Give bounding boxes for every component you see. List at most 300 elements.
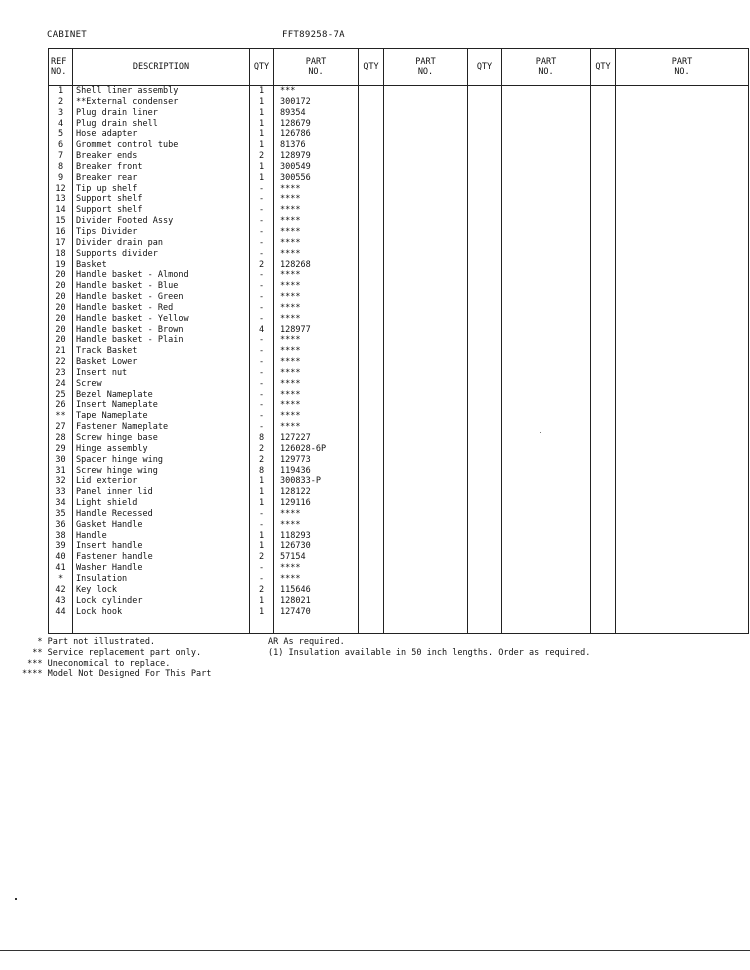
- table-row: [49, 574, 749, 585]
- part-number-cell: ****: [274, 379, 359, 390]
- empty-cell: [616, 520, 749, 531]
- empty-cell: [502, 531, 591, 542]
- empty-cell: [384, 607, 468, 618]
- qty-cell: 8: [250, 466, 274, 477]
- qty-cell: 1: [250, 162, 274, 173]
- empty-cell: [616, 585, 749, 596]
- empty-cell: [468, 260, 502, 271]
- empty-cell: [384, 281, 468, 292]
- part-number-cell: 119436: [274, 466, 359, 477]
- ref-cell: 29: [49, 444, 73, 455]
- empty-cell: [359, 357, 384, 368]
- part-number-cell: ****: [274, 194, 359, 205]
- empty-cell: [591, 596, 616, 607]
- empty-cell: [591, 520, 616, 531]
- empty-cell: [616, 531, 749, 542]
- description-cell: Tips Divider: [73, 227, 250, 238]
- qty-cell: 2: [250, 552, 274, 563]
- part-number-cell: 89354: [274, 108, 359, 119]
- empty-cell: [591, 607, 616, 618]
- empty-cell: [384, 292, 468, 303]
- table-row: [49, 140, 749, 151]
- empty-cell: [502, 520, 591, 531]
- empty-cell: [616, 270, 749, 281]
- empty-cell: [616, 173, 749, 184]
- part-number-cell: 126730: [274, 541, 359, 552]
- empty-cell: [616, 260, 749, 271]
- table-row: [49, 292, 749, 303]
- table-row: [49, 498, 749, 509]
- empty-cell: [502, 422, 591, 433]
- table-row: [49, 205, 749, 216]
- part-number-cell: ****: [274, 249, 359, 260]
- part-number-cell: 118293: [274, 531, 359, 542]
- ref-cell: 33: [49, 487, 73, 498]
- part-number-cell: ****: [274, 216, 359, 227]
- description-cell: Handle basket - Brown: [73, 325, 250, 336]
- empty-cell: [502, 607, 591, 618]
- empty-cell: [502, 314, 591, 325]
- empty-cell: [502, 184, 591, 195]
- empty-cell: [616, 303, 749, 314]
- empty-cell: [468, 585, 502, 596]
- description-cell: Bezel Nameplate: [73, 390, 250, 401]
- ref-cell: 4: [49, 119, 73, 130]
- empty-cell: [468, 617, 502, 634]
- empty-cell: [384, 476, 468, 487]
- ref-cell: 22: [49, 357, 73, 368]
- empty-cell: [384, 368, 468, 379]
- ref-cell: 34: [49, 498, 73, 509]
- empty-cell: [468, 151, 502, 162]
- description-cell: **External condenser: [73, 97, 250, 108]
- empty-cell: [468, 194, 502, 205]
- part-number-cell: ****: [274, 335, 359, 346]
- empty-cell: [591, 444, 616, 455]
- empty-cell: [384, 314, 468, 325]
- page-bottom-rule: [0, 950, 750, 951]
- part-number-cell: 300172: [274, 97, 359, 108]
- footnote: AR As required.: [268, 637, 345, 647]
- empty-cell: [616, 466, 749, 477]
- qty-cell: 1: [250, 487, 274, 498]
- empty-cell: [591, 325, 616, 336]
- table-row: [49, 607, 749, 618]
- empty-cell: [591, 379, 616, 390]
- empty-cell: [591, 227, 616, 238]
- empty-cell: [591, 303, 616, 314]
- empty-cell: [359, 487, 384, 498]
- table-end-row: [49, 617, 749, 634]
- qty-cell: 1: [250, 129, 274, 140]
- description-cell: Plug drain shell: [73, 119, 250, 130]
- empty-cell: [384, 303, 468, 314]
- empty-cell: [384, 108, 468, 119]
- qty-cell: 1: [250, 476, 274, 487]
- empty-cell: [384, 520, 468, 531]
- table-row: [49, 357, 749, 368]
- empty-cell: [502, 216, 591, 227]
- ref-cell: 20: [49, 281, 73, 292]
- qty-cell: 8: [250, 433, 274, 444]
- empty-cell: [384, 433, 468, 444]
- table-row: [49, 400, 749, 411]
- ref-cell: 15: [49, 216, 73, 227]
- qty-cell: -: [250, 194, 274, 205]
- empty-cell: [616, 292, 749, 303]
- empty-cell: [359, 119, 384, 130]
- empty-cell: [468, 520, 502, 531]
- empty-cell: [591, 357, 616, 368]
- description-cell: Lid exterior: [73, 476, 250, 487]
- description-cell: Grommet control tube: [73, 140, 250, 151]
- qty-cell: -: [250, 390, 274, 401]
- empty-cell: [616, 335, 749, 346]
- empty-cell: [468, 281, 502, 292]
- empty-cell: [384, 227, 468, 238]
- qty-cell: -: [250, 368, 274, 379]
- empty-cell: [502, 205, 591, 216]
- empty-cell: [359, 335, 384, 346]
- empty-cell: [591, 433, 616, 444]
- empty-cell: [591, 108, 616, 119]
- ref-cell: 2: [49, 97, 73, 108]
- empty-cell: [591, 335, 616, 346]
- col-header-ref: REF NO.: [49, 49, 73, 86]
- qty-cell: 1: [250, 140, 274, 151]
- empty-cell: [591, 119, 616, 130]
- empty-cell: [468, 140, 502, 151]
- part-number-cell: 300549: [274, 162, 359, 173]
- ref-cell: 40: [49, 552, 73, 563]
- ref-cell: 39: [49, 541, 73, 552]
- empty-cell: [384, 97, 468, 108]
- empty-cell: [502, 596, 591, 607]
- table-row: [49, 368, 749, 379]
- empty-cell: [49, 617, 73, 634]
- empty-cell: [468, 335, 502, 346]
- empty-cell: [359, 509, 384, 520]
- ref-cell: 44: [49, 607, 73, 618]
- empty-cell: [591, 173, 616, 184]
- qty-cell: 2: [250, 151, 274, 162]
- description-cell: Screw: [73, 379, 250, 390]
- empty-cell: [359, 563, 384, 574]
- part-number-cell: 128979: [274, 151, 359, 162]
- empty-cell: [359, 281, 384, 292]
- empty-cell: [384, 487, 468, 498]
- table-row: [49, 444, 749, 455]
- empty-cell: [384, 541, 468, 552]
- description-cell: Divider drain pan: [73, 238, 250, 249]
- qty-cell: 2: [250, 260, 274, 271]
- empty-cell: [359, 227, 384, 238]
- empty-cell: [502, 162, 591, 173]
- empty-cell: [591, 585, 616, 596]
- empty-cell: [359, 129, 384, 140]
- empty-cell: [616, 227, 749, 238]
- table-row: [49, 86, 749, 97]
- empty-cell: [502, 400, 591, 411]
- empty-cell: [359, 422, 384, 433]
- table-row: [49, 466, 749, 477]
- part-number-cell: ****: [274, 270, 359, 281]
- footnotes-legend: [22, 637, 211, 680]
- description-cell: Divider Footed Assy: [73, 216, 250, 227]
- part-number-cell: ****: [274, 281, 359, 292]
- empty-cell: [591, 476, 616, 487]
- ref-cell: 8: [49, 162, 73, 173]
- empty-cell: [591, 541, 616, 552]
- empty-cell: [616, 205, 749, 216]
- ref-cell: 14: [49, 205, 73, 216]
- part-number-cell: 127227: [274, 433, 359, 444]
- empty-cell: [591, 498, 616, 509]
- part-number-cell: ****: [274, 303, 359, 314]
- empty-cell: [359, 466, 384, 477]
- empty-cell: [502, 260, 591, 271]
- empty-cell: [616, 607, 749, 618]
- qty-cell: 1: [250, 541, 274, 552]
- ref-cell: 20: [49, 314, 73, 325]
- qty-cell: 1: [250, 97, 274, 108]
- qty-cell: -: [250, 520, 274, 531]
- empty-cell: [359, 531, 384, 542]
- qty-cell: -: [250, 216, 274, 227]
- footnote: (1) Insulation available in 50 inch lengths. Order as required.: [268, 647, 591, 658]
- part-number-cell: ****: [274, 411, 359, 422]
- part-number-cell: ****: [274, 400, 359, 411]
- description-cell: Key lock: [73, 585, 250, 596]
- empty-cell: [384, 162, 468, 173]
- ref-cell: 31: [49, 466, 73, 477]
- ref-cell: 20: [49, 292, 73, 303]
- empty-cell: [384, 422, 468, 433]
- ref-cell: 6: [49, 140, 73, 151]
- empty-cell: [359, 162, 384, 173]
- empty-cell: [591, 314, 616, 325]
- empty-cell: [359, 520, 384, 531]
- empty-cell: [616, 596, 749, 607]
- empty-cell: [359, 205, 384, 216]
- empty-cell: [468, 270, 502, 281]
- empty-cell: [591, 552, 616, 563]
- empty-cell: [468, 596, 502, 607]
- ref-cell: **: [49, 411, 73, 422]
- empty-cell: [468, 574, 502, 585]
- empty-cell: [384, 151, 468, 162]
- empty-cell: [502, 238, 591, 249]
- qty-cell: -: [250, 379, 274, 390]
- part-number-cell: 115646: [274, 585, 359, 596]
- empty-cell: [616, 97, 749, 108]
- empty-cell: [616, 162, 749, 173]
- empty-cell: [502, 108, 591, 119]
- table-row: [49, 151, 749, 162]
- empty-cell: [616, 617, 749, 634]
- qty-cell: -: [250, 184, 274, 195]
- table-row: [49, 270, 749, 281]
- ref-cell: 30: [49, 455, 73, 466]
- empty-cell: [591, 194, 616, 205]
- ref-cell: 35: [49, 509, 73, 520]
- empty-cell: [468, 466, 502, 477]
- empty-cell: [616, 368, 749, 379]
- qty-cell: 1: [250, 86, 274, 97]
- empty-cell: [591, 455, 616, 466]
- col-header-part: PART NO.: [274, 49, 359, 86]
- col-header-part-2: PART NO.: [384, 49, 468, 86]
- scan-dot: [15, 898, 17, 900]
- empty-cell: [384, 194, 468, 205]
- empty-cell: [591, 574, 616, 585]
- table-row: [49, 433, 749, 444]
- empty-cell: [502, 194, 591, 205]
- empty-cell: [359, 368, 384, 379]
- empty-cell: [384, 400, 468, 411]
- ref-cell: 3: [49, 108, 73, 119]
- empty-cell: [359, 270, 384, 281]
- page-title: CABINET: [47, 30, 88, 40]
- empty-cell: [384, 509, 468, 520]
- ref-cell: 17: [49, 238, 73, 249]
- description-cell: Handle basket - Plain: [73, 335, 250, 346]
- empty-cell: [616, 444, 749, 455]
- empty-cell: [250, 617, 274, 634]
- qty-cell: 2: [250, 444, 274, 455]
- empty-cell: [591, 563, 616, 574]
- description-cell: Handle Recessed: [73, 509, 250, 520]
- qty-cell: 1: [250, 531, 274, 542]
- description-cell: Hose adapter: [73, 129, 250, 140]
- empty-cell: [502, 292, 591, 303]
- empty-cell: [616, 476, 749, 487]
- empty-cell: [591, 129, 616, 140]
- model-number: FFT89258-7A: [282, 30, 345, 40]
- empty-cell: [468, 487, 502, 498]
- empty-cell: [502, 346, 591, 357]
- empty-cell: [359, 585, 384, 596]
- empty-cell: [616, 487, 749, 498]
- table-row: [49, 390, 749, 401]
- empty-cell: [468, 422, 502, 433]
- col-header-qty-2: QTY: [359, 49, 384, 86]
- empty-cell: [359, 260, 384, 271]
- empty-cell: [384, 466, 468, 477]
- empty-cell: [359, 617, 384, 634]
- ref-cell: 9: [49, 173, 73, 184]
- ref-cell: 20: [49, 270, 73, 281]
- table-row: [49, 487, 749, 498]
- empty-cell: [591, 140, 616, 151]
- empty-cell: [502, 541, 591, 552]
- description-cell: Handle basket - Almond: [73, 270, 250, 281]
- empty-cell: [384, 390, 468, 401]
- col-header-qty-3: QTY: [468, 49, 502, 86]
- footnote: ** Service replacement part only.: [22, 647, 202, 658]
- ref-cell: 28: [49, 433, 73, 444]
- table-row: [49, 455, 749, 466]
- empty-cell: [468, 205, 502, 216]
- empty-cell: [468, 184, 502, 195]
- ref-cell: 13: [49, 194, 73, 205]
- part-number-cell: 126786: [274, 129, 359, 140]
- empty-cell: [359, 184, 384, 195]
- part-number-cell: ****: [274, 346, 359, 357]
- table-row: [49, 119, 749, 130]
- empty-cell: [359, 292, 384, 303]
- empty-cell: [502, 368, 591, 379]
- empty-cell: [468, 238, 502, 249]
- empty-cell: [384, 574, 468, 585]
- part-number-cell: ****: [274, 184, 359, 195]
- ref-cell: 16: [49, 227, 73, 238]
- empty-cell: [384, 184, 468, 195]
- empty-cell: [468, 400, 502, 411]
- empty-cell: [359, 444, 384, 455]
- empty-cell: [502, 476, 591, 487]
- description-cell: Insert nut: [73, 368, 250, 379]
- empty-cell: [384, 585, 468, 596]
- qty-cell: -: [250, 205, 274, 216]
- empty-cell: [591, 411, 616, 422]
- qty-cell: 1: [250, 173, 274, 184]
- qty-cell: -: [250, 314, 274, 325]
- empty-cell: [359, 173, 384, 184]
- empty-cell: [591, 162, 616, 173]
- col-header-part-3: PART NO.: [502, 49, 591, 86]
- table-row: [49, 227, 749, 238]
- empty-cell: [384, 140, 468, 151]
- empty-cell: [384, 379, 468, 390]
- empty-cell: [502, 97, 591, 108]
- qty-cell: 4: [250, 325, 274, 336]
- part-number-cell: 128268: [274, 260, 359, 271]
- part-number-cell: ****: [274, 314, 359, 325]
- empty-cell: [502, 585, 591, 596]
- empty-cell: [359, 574, 384, 585]
- empty-cell: [468, 129, 502, 140]
- description-cell: Basket: [73, 260, 250, 271]
- qty-cell: 1: [250, 607, 274, 618]
- table-row: [49, 335, 749, 346]
- table-row: [49, 184, 749, 195]
- empty-cell: [468, 368, 502, 379]
- qty-cell: 1: [250, 596, 274, 607]
- empty-cell: [502, 281, 591, 292]
- qty-cell: -: [250, 292, 274, 303]
- empty-cell: [384, 346, 468, 357]
- empty-cell: [502, 151, 591, 162]
- qty-cell: -: [250, 509, 274, 520]
- ref-cell: 20: [49, 335, 73, 346]
- description-cell: Lock cylinder: [73, 596, 250, 607]
- empty-cell: [468, 357, 502, 368]
- empty-cell: [616, 129, 749, 140]
- empty-cell: [359, 455, 384, 466]
- empty-cell: [359, 498, 384, 509]
- empty-cell: [359, 607, 384, 618]
- ref-cell: 24: [49, 379, 73, 390]
- empty-cell: [384, 270, 468, 281]
- empty-cell: [591, 368, 616, 379]
- scan-speck: [540, 432, 541, 433]
- empty-cell: [384, 444, 468, 455]
- table-row: [49, 303, 749, 314]
- empty-cell: [591, 422, 616, 433]
- col-header-qty-4: QTY: [591, 49, 616, 86]
- empty-cell: [591, 531, 616, 542]
